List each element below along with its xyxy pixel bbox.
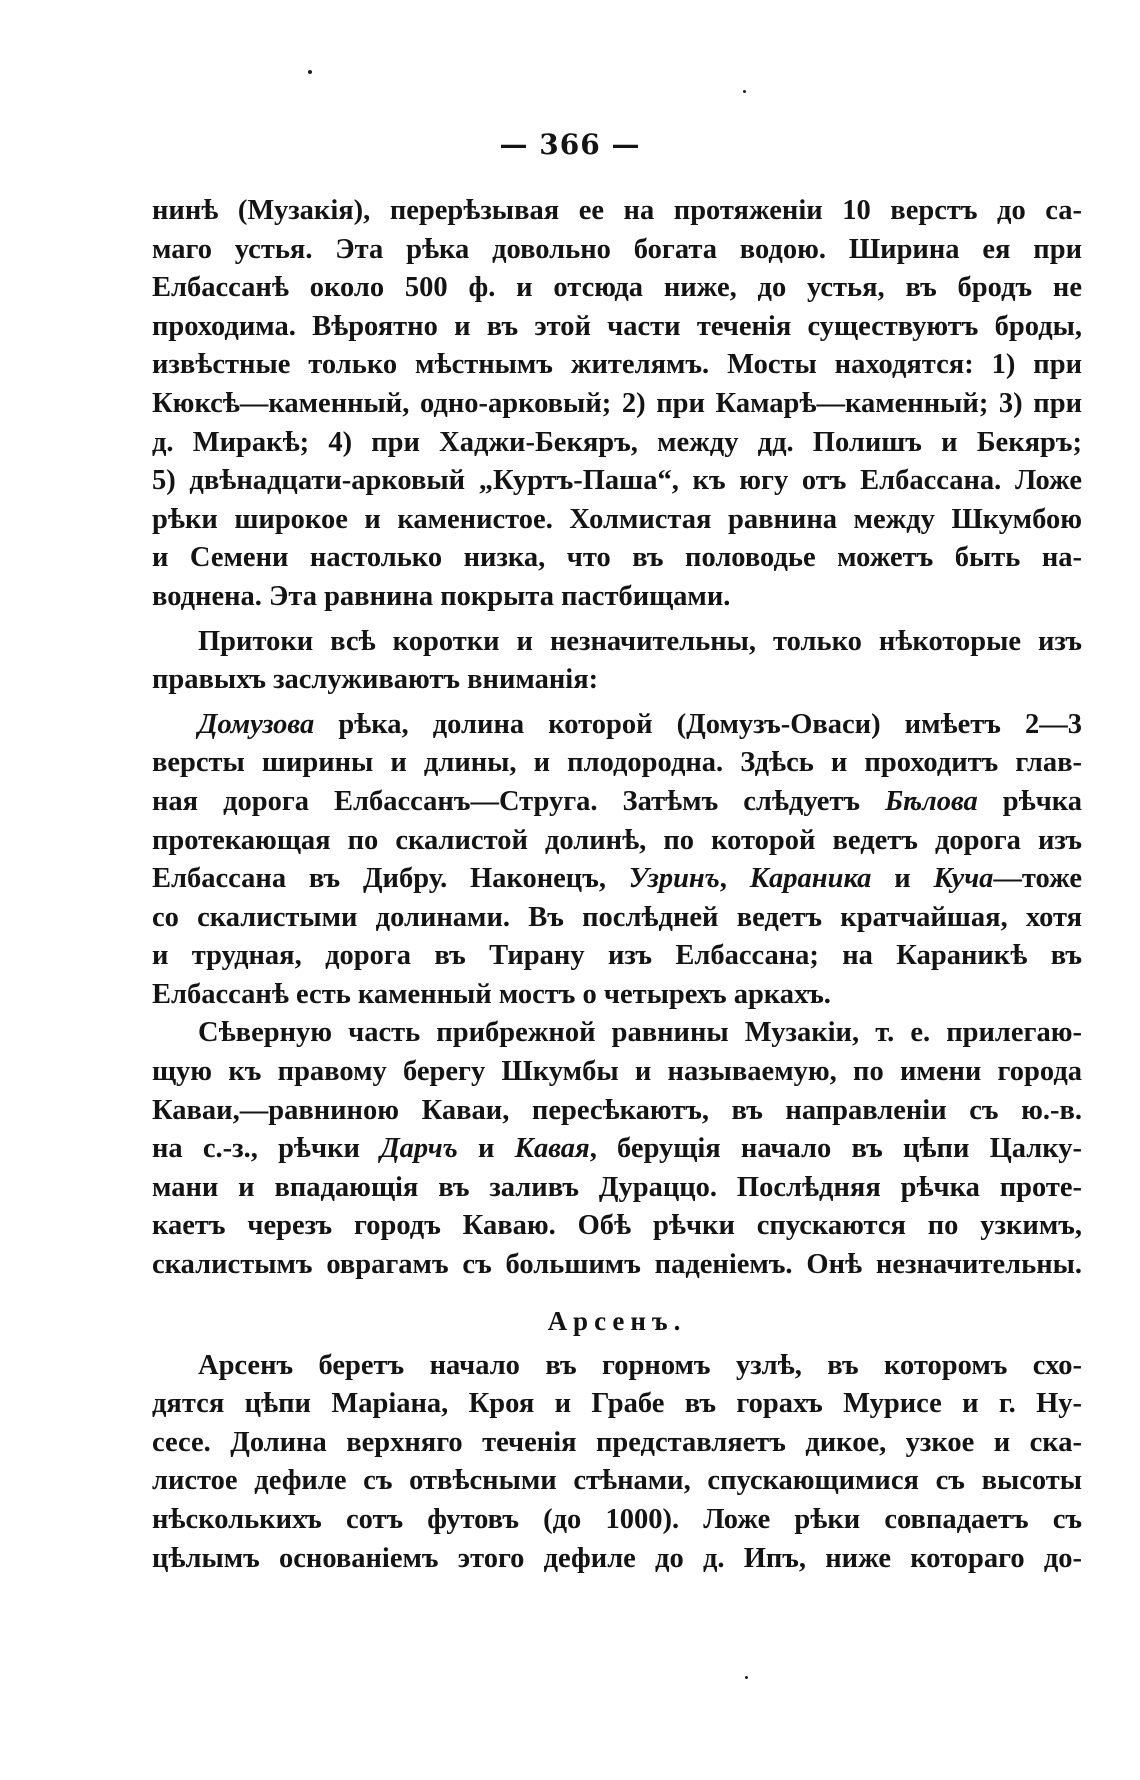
body-text: [152, 192, 1082, 1578]
paragraph-3: [152, 706, 1082, 1015]
river-name-domuzova: Домузова: [198, 708, 315, 740]
text-line: щую къ правому берегу Шкумбы и называемую, по имени города: [152, 1056, 1082, 1088]
text-line: маго устья. Эта рѣка довольно богата водою. Ширина ея при: [152, 233, 1082, 265]
print-speck: [743, 90, 746, 93]
text-line: рѣки широкое и каменистое. Холмистая равнина между Шкумбою: [152, 503, 1082, 535]
section-heading: Арсенъ.: [547, 1305, 687, 1336]
section-paragraph: [152, 1347, 1082, 1579]
text-line: листое дефиле съ отвѣсными стѣнами, спускающимися съ высоты: [152, 1465, 1082, 1497]
river-name-karanika: Караника: [749, 863, 872, 895]
text-line: дятся цѣпи Маріана, Кроя и Грабе въ горахъ Мурисе и г. Ну-: [152, 1388, 1082, 1420]
paragraph-2: [152, 623, 1082, 700]
print-speck: [308, 70, 312, 74]
text-line: и Семени настолько низка, что въ половодье можетъ быть на-: [152, 542, 1082, 574]
river-name-uzrin: Узринъ: [628, 863, 720, 895]
text-line: Елбассанѣ есть каменный мостъ о четырехъ аркахъ.: [152, 978, 831, 1010]
text-line: Притоки всѣ коротки и незначительны, только нѣкоторые изъ: [198, 625, 1082, 657]
paragraph-1: [152, 192, 1082, 617]
print-speck: [745, 1676, 748, 1679]
text-line: проходима. Вѣроятно и въ этой части теченія существуютъ броды,: [152, 310, 1082, 342]
paragraph-4: [152, 1014, 1082, 1284]
text-line: каетъ черезъ городъ Каваю. Обѣ рѣчки спускаются по узкимъ,: [152, 1210, 1082, 1242]
text-line: со скалистыми долинами. Въ послѣдней ведетъ кратчайшая, хотя: [152, 901, 1082, 933]
text-line: Каваи,—равниною Каваи, пересѣкаютъ, въ направленіи съ ю.-в.: [152, 1094, 1082, 1126]
text-line: на с.-з., рѣчки Дарчъ и Кавая, берущія начало въ цѣпи Цалку-: [152, 1133, 1083, 1165]
text-line: ная дорога Елбассанъ—Струга. Затѣмъ слѣдуетъ Бѣлова рѣчка: [152, 785, 1083, 817]
river-name-kucha: Куча: [933, 863, 994, 895]
text-line: Кюксѣ—каменный, одно-арковый; 2) при Камарѣ—каменный; 3) при: [152, 387, 1082, 419]
text-line: Елбассана въ Дибру. Наконецъ, Узринъ, Караника и Куча—тоже: [152, 863, 1083, 895]
text-line: версты ширины и длины, и плодородна. Здѣсь и проходитъ глав-: [152, 747, 1082, 779]
text-line: нинѣ (Музакія), перерѣзывая ее на протяженіи 10 верстъ до са-: [152, 195, 1082, 226]
text-line: правыхъ заслуживаютъ вниманія:: [152, 664, 599, 696]
text-line: цѣлымъ основаніемъ этого дефиле до д. Ипъ, ниже котораго до-: [152, 1542, 1082, 1574]
river-name-darch: Дарчъ: [380, 1133, 458, 1165]
text-line: скалистымъ оврагамъ съ большимъ паденіемъ. Онѣ незначительны.: [152, 1249, 1082, 1281]
text-line: Елбассанѣ около 500 ф. и отсюда ниже, до устья, въ бродъ не: [152, 272, 1082, 304]
text-line: д. Миракѣ; 4) при Хаджи-Бекяръ, между дд. Полишъ и Бекяръ;: [152, 426, 1082, 458]
text-line: нѣсколькихъ сотъ футовъ (до 1000). Ложе рѣки совпадаетъ съ: [152, 1504, 1082, 1535]
text-line: извѣстные только мѣстнымъ жителямъ. Мосты находятся: 1) при: [152, 349, 1082, 381]
text-line: мани и впадающія въ заливъ Дураццо. Послѣдняя рѣчка проте-: [152, 1171, 1082, 1203]
text-line: сесе. Долина верхняго теченія представляетъ дикое, узкое и ска-: [152, 1426, 1082, 1458]
text-line: 5) двѣнадцати-арковый „Куртъ-Паша“, къ югу отъ Елбассана. Ложе: [152, 465, 1082, 497]
text-line: воднена. Эта равнина покрыта пастбищами.: [152, 580, 731, 612]
text-line: и трудная, дорога въ Тирану изъ Елбассана; на Караникѣ въ: [152, 940, 1082, 972]
text-line: Сѣверную часть прибрежной равнины Музакіи, т. е. прилегаю-: [198, 1017, 1082, 1049]
text-line: протекающая по скалистой долинѣ, по которой ведетъ дорога изъ: [152, 824, 1082, 856]
text-line: Арсенъ беретъ начало въ горномъ узлѣ, въ которомъ схо-: [198, 1349, 1082, 1381]
river-name-kavaya: Кавая: [514, 1133, 590, 1165]
page-number: — 366 —: [499, 128, 641, 161]
river-name-belova: Бѣлова: [884, 785, 978, 817]
text-line: Домузова рѣка, долина которой (Домузъ-Оваси) имѣетъ 2—3: [198, 708, 1082, 740]
